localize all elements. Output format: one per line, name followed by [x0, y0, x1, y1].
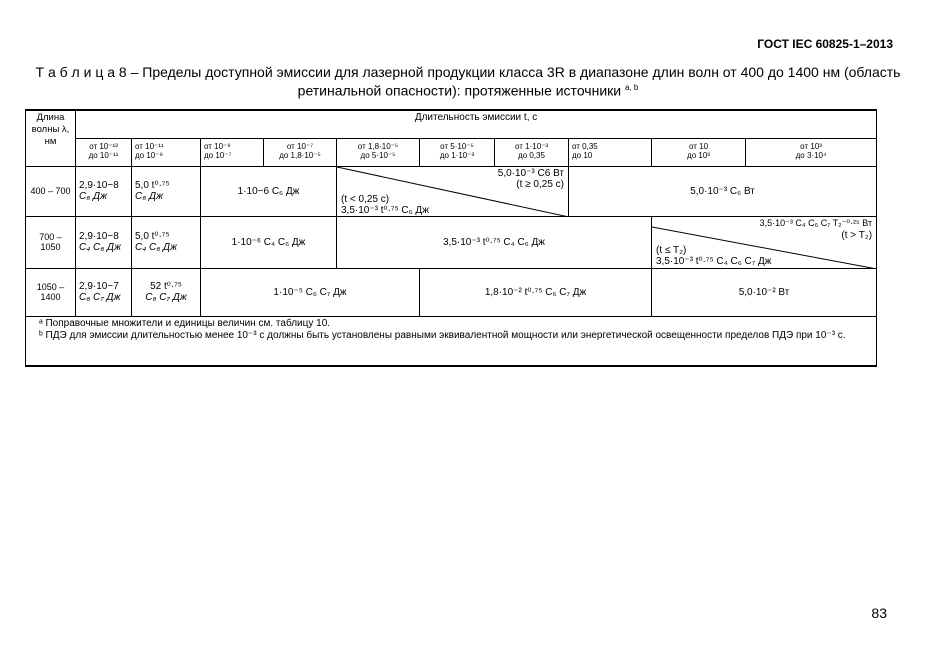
table-row	[26, 166, 877, 216]
interval-7: от 1·10⁻³ до 0,35	[495, 138, 569, 166]
value-cell: 2,9·10−8 C₆ Дж	[76, 166, 132, 216]
value-cell: 3,5·10⁻³ t⁰·⁷⁵ C₄ C₆ Дж	[337, 216, 652, 268]
table-label: Т а б л и ц а 8	[35, 64, 127, 80]
value-cell: 1,8·10⁻² t⁰·⁷⁵ C₆ C₇ Дж	[420, 268, 652, 316]
page-number: 83	[871, 605, 887, 621]
footnote-b: ᵇ ПДЭ для эмиссии длительностью менее 10⁻³ с должны быть установлены равными эквивалентной мощности или энергетической освещенности пределов ПДЭ при 10⁻³ с.	[39, 329, 846, 341]
table-row	[26, 216, 877, 268]
duration-header: Длительность эмиссии t, с	[76, 110, 877, 138]
wavelength-column-header: Длина волны λ, нм	[26, 110, 76, 166]
interval-8: от 0,35 до 10	[569, 138, 652, 166]
table-notes-row	[26, 316, 877, 366]
title-footnote-marks: a, b	[624, 83, 639, 92]
table-row	[26, 268, 877, 316]
split-cell: 5,0·10⁻³ C6 Вт (t ≥ 0,25 с) (t < 0,25 с) 3,5·10⁻³ t⁰·⁷⁵ C₆ Дж	[337, 166, 569, 216]
interval-5: от 1,8·10⁻⁵ до 5·10⁻⁵	[337, 138, 420, 166]
value-cell: 2,9·10−8 C₄ C₆ Дж	[76, 216, 132, 268]
interval-3: от 10⁻⁹ до 10⁻⁷	[201, 138, 264, 166]
interval-2: от 10⁻¹¹ до 10⁻⁹	[132, 138, 201, 166]
value-cell: 5,0 t⁰·⁷⁵ C₄ C₆ Дж	[132, 216, 201, 268]
value-cell: 1·10⁻⁵ C₆ C₇ Дж	[201, 268, 420, 316]
table-title	[22, 64, 914, 99]
value-cell: 1·10−6 C₆ Дж	[201, 166, 337, 216]
value-cell: 5,0 t⁰·⁷⁵ C₆ Дж	[132, 166, 201, 216]
value-cell: 5,0·10⁻³ C₆ Вт	[569, 166, 877, 216]
interval-1: от 10⁻¹³ до 10⁻¹¹	[76, 138, 132, 166]
table-caption: – Пределы доступной эмиссии для лазерной продукции класса 3R в диапазоне длин волн от 400 до 1400 нм (область ретинальной опасности): протяженные источники	[126, 64, 901, 99]
interval-4: от 10⁻⁷ до 1,8·10⁻⁵	[264, 138, 337, 166]
wavelength-cell: 400 – 700	[26, 166, 76, 216]
value-cell: 2,9·10−7 C₆ C₇ Дж	[76, 268, 132, 316]
split-cell: 3,5·10⁻³ C₄ C₆ C₇ T₂⁻⁰·²⁵ Вт (t > T₂) (t ≤ T₂) 3,5·10⁻³ t⁰·⁷⁵ C₄ C₆ C₇ Дж	[652, 216, 877, 268]
value-cell: 1·10⁻⁶ C₄ C₆ Дж	[201, 216, 337, 268]
interval-10: от 10³ до 3·10⁴	[746, 138, 877, 166]
value-cell: 52 t⁰·⁷⁵ C₆ C₇ Дж	[132, 268, 201, 316]
value-cell: 5,0·10⁻² Вт	[652, 268, 877, 316]
table-notes	[26, 316, 877, 366]
interval-9: от 10 до 10³	[652, 138, 746, 166]
wavelength-cell: 1050 – 1400	[26, 268, 76, 316]
document-code: ГОСТ IEC 60825-1–2013	[757, 37, 893, 51]
footnote-a: ᵃ Поправочные множители и единицы величин см. таблицу 10.	[39, 317, 331, 329]
interval-6: от 5·10⁻⁵ до 1·10⁻³	[420, 138, 495, 166]
wavelength-cell: 700 – 1050	[26, 216, 76, 268]
emission-limits-table	[25, 109, 877, 367]
